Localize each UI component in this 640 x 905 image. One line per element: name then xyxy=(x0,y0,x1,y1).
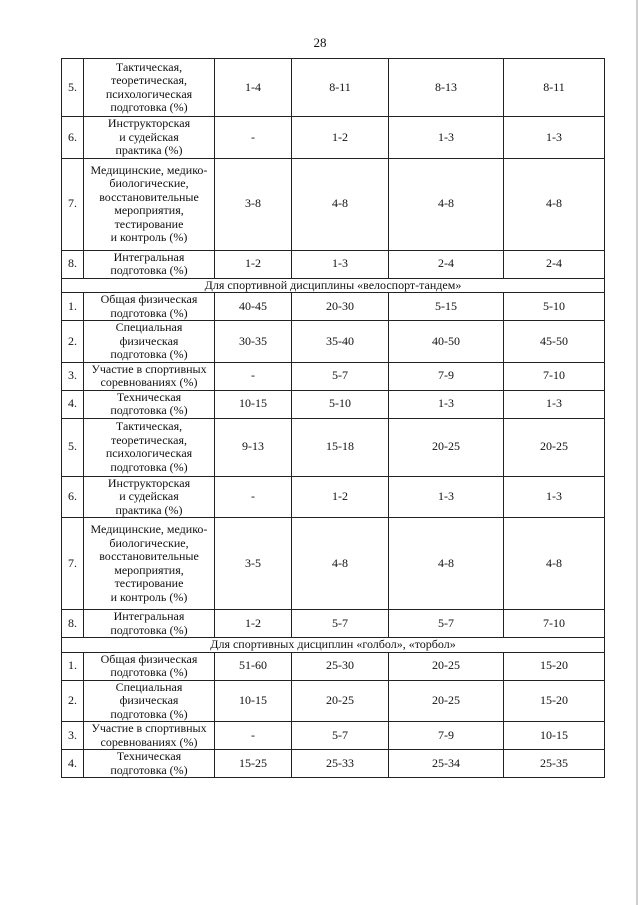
value-cell: 20-25 xyxy=(504,418,605,476)
value-cell: 7-10 xyxy=(504,610,605,638)
row-name-line: Тактическая, xyxy=(115,59,183,74)
row-number: 4. xyxy=(62,750,84,778)
value-cell: 45-50 xyxy=(504,321,605,363)
value-cell: 40-45 xyxy=(215,293,292,321)
row-number: 6. xyxy=(62,117,84,159)
row-name-line: Инструкторская xyxy=(107,116,191,130)
row-name-line: психологическая xyxy=(105,446,193,460)
row-name-line: Участие в спортивных xyxy=(91,721,207,735)
table-row xyxy=(62,476,605,518)
row-name-line: подготовка (%) xyxy=(110,347,188,361)
row-number: 8. xyxy=(62,610,84,638)
table-row xyxy=(62,390,605,418)
row-number: 6. xyxy=(62,476,84,518)
value-cell: 1-3 xyxy=(504,117,605,159)
table-row xyxy=(62,518,605,610)
row-name-line: Интегральная xyxy=(113,250,185,264)
row-name xyxy=(84,250,215,278)
value-cell: 7-9 xyxy=(389,722,504,750)
value-cell: - xyxy=(215,362,292,390)
value-cell: 20-25 xyxy=(389,680,504,722)
row-name-line: подготовка (%) xyxy=(110,622,188,637)
row-name-line: психологическая xyxy=(105,86,193,101)
row-name-line: практика (%) xyxy=(115,143,183,157)
value-cell: 15-25 xyxy=(215,750,292,778)
value-cell: 1-3 xyxy=(504,390,605,418)
table-body xyxy=(62,59,605,778)
row-name xyxy=(84,59,215,117)
value-cell: 1-3 xyxy=(292,250,389,278)
row-name xyxy=(84,518,215,610)
value-cell: 1-3 xyxy=(389,117,504,159)
row-number: 2. xyxy=(62,680,84,722)
section-title: Для спортивной дисциплины «велоспорт-тандем» xyxy=(62,278,605,293)
row-number: 8. xyxy=(62,250,84,278)
row-name xyxy=(84,476,215,518)
row-name-line: мероприятия, xyxy=(114,203,184,217)
value-cell: 7-10 xyxy=(504,362,605,390)
table-row xyxy=(62,59,605,117)
row-name-line: восстановительные xyxy=(99,189,199,204)
value-cell: 25-34 xyxy=(389,750,504,778)
row-name xyxy=(84,117,215,159)
value-cell: 5-7 xyxy=(292,362,389,390)
value-cell: 5-7 xyxy=(292,610,389,638)
row-name-line: соревнованиях (%) xyxy=(100,375,198,389)
row-number: 5. xyxy=(62,59,84,117)
row-name-line: Медицинские, медико- xyxy=(90,162,208,177)
value-cell: 9-13 xyxy=(215,418,292,476)
row-name-line: биологические, xyxy=(109,535,189,550)
table-row xyxy=(62,652,605,680)
row-name xyxy=(84,390,215,418)
row-name xyxy=(84,652,215,680)
row-name-line: подготовка (%) xyxy=(110,100,188,114)
row-name-line: и судейская xyxy=(119,129,179,144)
table-row xyxy=(62,418,605,476)
row-name xyxy=(84,750,215,778)
value-cell: 15-18 xyxy=(292,418,389,476)
row-name-line: Интегральная xyxy=(113,609,185,623)
value-cell: 1-3 xyxy=(504,476,605,518)
value-cell: - xyxy=(215,722,292,750)
row-name-line: подготовка (%) xyxy=(110,305,188,320)
value-cell: 2-4 xyxy=(389,250,504,278)
row-name-line: Инструкторская xyxy=(107,476,191,490)
row-name-line: физическая xyxy=(119,693,179,707)
row-name xyxy=(84,158,215,250)
row-name-line: подготовка (%) xyxy=(110,459,188,474)
value-cell: 1-4 xyxy=(215,59,292,117)
row-name-line: теоретическая, xyxy=(110,432,188,447)
value-cell: 3-8 xyxy=(215,158,292,250)
row-name xyxy=(84,610,215,638)
value-cell: 4-8 xyxy=(292,518,389,610)
row-name-line: подготовка (%) xyxy=(110,665,188,679)
row-number: 3. xyxy=(62,722,84,750)
page-number: 28 xyxy=(313,35,327,50)
row-number: 1. xyxy=(62,293,84,321)
row-name xyxy=(84,293,215,321)
table-row xyxy=(62,117,605,159)
value-cell: 15-20 xyxy=(504,652,605,680)
value-cell: 20-25 xyxy=(292,680,389,722)
value-cell: 10-15 xyxy=(215,390,292,418)
value-cell: 20-25 xyxy=(389,652,504,680)
row-name-line: и судейская xyxy=(119,489,179,503)
row-name-line: Общая физическая xyxy=(100,652,198,666)
row-name-line: и контроль (%) xyxy=(110,589,188,604)
value-cell: 3-5 xyxy=(215,518,292,610)
value-cell: 8-11 xyxy=(504,59,605,117)
table-row xyxy=(62,610,605,638)
value-cell: 5-7 xyxy=(389,610,504,638)
value-cell: 5-7 xyxy=(292,722,389,750)
row-name-line: Техническая xyxy=(116,749,182,763)
value-cell: 7-9 xyxy=(389,362,504,390)
value-cell: 25-30 xyxy=(292,652,389,680)
value-cell: 4-8 xyxy=(504,518,605,610)
row-number: 7. xyxy=(62,518,84,610)
training-table xyxy=(61,58,605,778)
table-row xyxy=(62,680,605,722)
value-cell: 40-50 xyxy=(389,321,504,363)
value-cell: 8-13 xyxy=(389,59,504,117)
row-name-line: мероприятия, xyxy=(114,562,184,577)
value-cell: 8-11 xyxy=(292,59,389,117)
row-name-line: теоретическая, xyxy=(110,73,188,87)
value-cell: 4-8 xyxy=(504,158,605,250)
row-name-line: подготовка (%) xyxy=(110,762,188,777)
row-number: 7. xyxy=(62,158,84,250)
row-name-line: Специальная xyxy=(115,320,183,334)
table-row xyxy=(62,293,605,321)
value-cell: 1-2 xyxy=(215,610,292,638)
row-name-line: Участие в спортивных xyxy=(91,362,207,376)
table-row xyxy=(62,722,605,750)
value-cell: 30-35 xyxy=(215,321,292,363)
value-cell: 2-4 xyxy=(504,250,605,278)
row-number: 2. xyxy=(62,321,84,363)
row-name-line: Общая физическая xyxy=(100,292,198,306)
value-cell: 15-20 xyxy=(504,680,605,722)
value-cell: 5-10 xyxy=(504,293,605,321)
row-name-line: восстановительные xyxy=(99,549,199,563)
row-name-line: практика (%) xyxy=(115,502,183,517)
row-name-line: и контроль (%) xyxy=(110,230,188,244)
value-cell: 20-25 xyxy=(389,418,504,476)
value-cell: 4-8 xyxy=(292,158,389,250)
value-cell: 5-15 xyxy=(389,293,504,321)
value-cell: - xyxy=(215,476,292,518)
row-name-line: тестирование xyxy=(114,576,184,590)
table-row xyxy=(62,321,605,363)
value-cell: 1-2 xyxy=(215,250,292,278)
row-name xyxy=(84,321,215,363)
scan-edge xyxy=(636,0,638,905)
section-header-row xyxy=(62,638,605,653)
table-row xyxy=(62,250,605,278)
value-cell: - xyxy=(215,117,292,159)
row-name-line: тестирование xyxy=(114,216,184,231)
section-title: Для спортивных дисциплин «голбол», «торбол» xyxy=(62,638,605,653)
row-name xyxy=(84,362,215,390)
row-name-line: Медицинские, медико- xyxy=(90,522,208,536)
value-cell: 10-15 xyxy=(215,680,292,722)
row-name-line: подготовка (%) xyxy=(110,403,188,417)
row-name-line: соревнованиях (%) xyxy=(100,734,198,749)
value-cell: 10-15 xyxy=(504,722,605,750)
value-cell: 20-30 xyxy=(292,293,389,321)
value-cell: 25-35 xyxy=(504,750,605,778)
table-row xyxy=(62,158,605,250)
row-name-line: физическая xyxy=(119,333,179,348)
value-cell: 51-60 xyxy=(215,652,292,680)
row-name-line: подготовка (%) xyxy=(110,706,188,721)
value-cell: 1-3 xyxy=(389,476,504,518)
value-cell: 1-3 xyxy=(389,390,504,418)
value-cell: 35-40 xyxy=(292,321,389,363)
row-name-line: Специальная xyxy=(115,680,183,694)
row-number: 4. xyxy=(62,390,84,418)
row-name-line: биологические, xyxy=(109,176,189,190)
value-cell: 4-8 xyxy=(389,158,504,250)
row-name xyxy=(84,418,215,476)
row-number: 1. xyxy=(62,652,84,680)
row-number: 5. xyxy=(62,418,84,476)
row-name xyxy=(84,680,215,722)
value-cell: 1-2 xyxy=(292,476,389,518)
value-cell: 5-10 xyxy=(292,390,389,418)
section-header-row xyxy=(62,278,605,293)
value-cell: 25-33 xyxy=(292,750,389,778)
row-number: 3. xyxy=(62,362,84,390)
row-name-line: подготовка (%) xyxy=(110,263,188,277)
row-name-line: Тактическая, xyxy=(115,419,183,433)
row-name xyxy=(84,722,215,750)
row-name-line: Техническая xyxy=(116,390,182,404)
table-row xyxy=(62,362,605,390)
table-row xyxy=(62,750,605,778)
value-cell: 4-8 xyxy=(389,518,504,610)
value-cell: 1-2 xyxy=(292,117,389,159)
